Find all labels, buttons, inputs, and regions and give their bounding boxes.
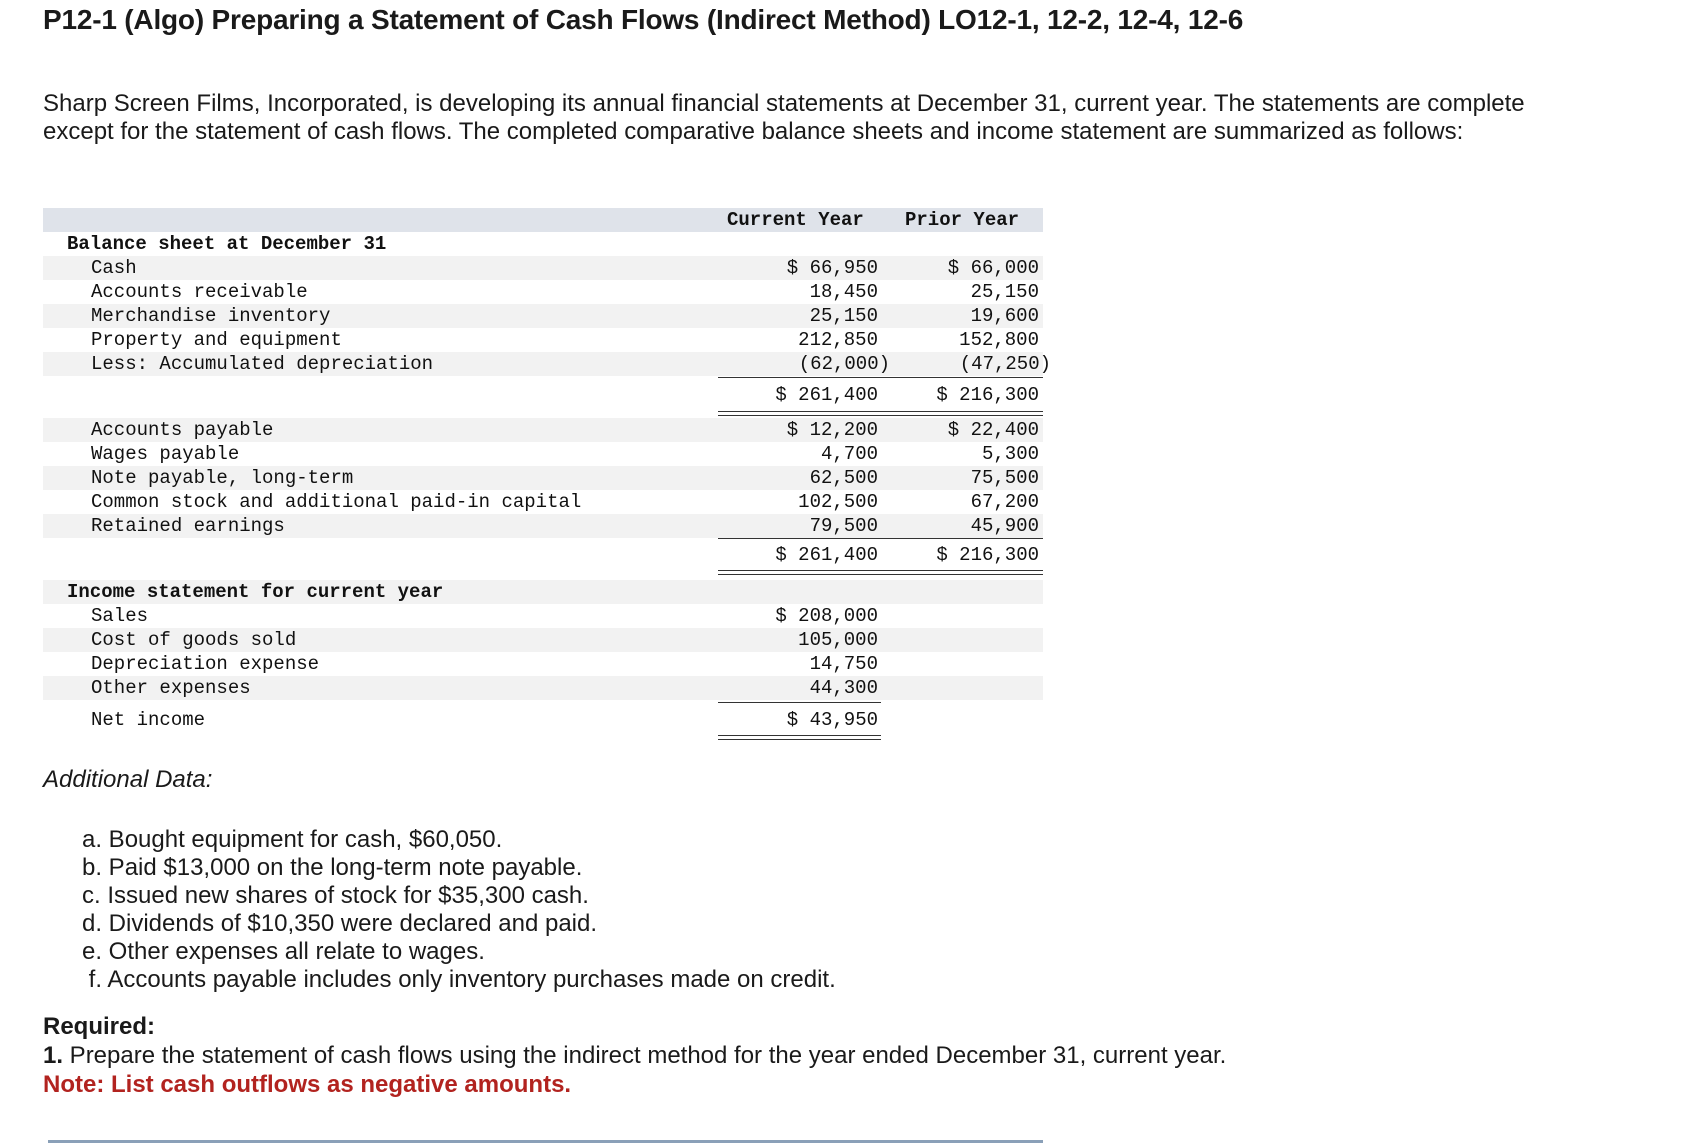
- current-value: 105,000: [798, 629, 878, 651]
- current-value: 18,450: [809, 281, 878, 303]
- page-title: P12-1 (Algo) Preparing a Statement of Cash Flows (Indirect Method) LO12-1, 12-2, 12-4, 12-6: [43, 4, 1244, 35]
- table-row: [43, 418, 1043, 442]
- required-heading: Required:: [43, 1013, 156, 1040]
- row-label: Accounts payable: [91, 419, 274, 441]
- list-item: e. Other expenses all relate to wages.: [82, 938, 485, 965]
- intro-paragraph: Sharp Screen Films, Incorporated, is developing its annual financial statements at December 31, current year. The statements are complete except for the statement of cash flows. The completed comparative balance sheets and income statement are summarized as follows:: [43, 90, 1525, 145]
- table-header: [43, 208, 1043, 232]
- subtotal-rule: [879, 377, 1043, 378]
- current-value: 44,300: [809, 677, 878, 699]
- current-value: 102,500: [798, 491, 878, 513]
- prior-value: 67,200: [970, 491, 1039, 513]
- current-value: 79,500: [809, 515, 878, 537]
- current-value: 25,150: [809, 305, 878, 327]
- prior-value: 45,900: [970, 515, 1039, 537]
- total-current: $ 261,400: [775, 544, 878, 566]
- row-label: Cost of goods sold: [91, 629, 297, 651]
- total-prior: $ 216,300: [936, 384, 1039, 406]
- row-label: Sales: [91, 605, 149, 627]
- prior-value: (47,250): [959, 353, 1051, 375]
- list-item: a. Bought equipment for cash, $60,050.: [82, 826, 503, 853]
- table-row: [43, 676, 1043, 700]
- prior-value: 25,150: [970, 281, 1039, 303]
- current-value: $ 12,200: [786, 419, 878, 441]
- current-value: 62,500: [809, 467, 878, 489]
- current-value: $ 208,000: [775, 605, 878, 627]
- current-value: $ 66,950: [786, 257, 878, 279]
- list-item: d. Dividends of $10,350 were declared and paid.: [82, 910, 598, 937]
- required-item-number: 1.: [43, 1042, 64, 1069]
- prior-value: 75,500: [970, 467, 1039, 489]
- additional-data-list: [82, 826, 836, 994]
- col-prior-year: Prior Year: [905, 209, 1020, 231]
- answer-panel-top-border: [48, 1140, 1043, 1143]
- total-assets-row: [43, 383, 1043, 407]
- income-heading: Income statement for current year: [67, 581, 444, 603]
- current-value: (62,000): [798, 353, 890, 375]
- current-value: 14,750: [809, 653, 878, 675]
- total-double-rule: [879, 570, 1043, 575]
- total-double-rule: [718, 570, 881, 575]
- row-label: Retained earnings: [91, 515, 285, 537]
- row-label: Wages payable: [91, 443, 240, 465]
- table-row: [43, 328, 1043, 352]
- additional-data-heading: Additional Data:: [43, 766, 213, 793]
- net-income-row: [43, 708, 1043, 732]
- table-row: [43, 280, 1043, 304]
- table-row: [43, 514, 1043, 538]
- total-prior: $ 216,300: [936, 544, 1039, 566]
- total-double-rule: [879, 411, 1043, 416]
- required-item-text: Prepare the statement of cash flows using the indirect method for the year ended December 31, current year.: [63, 1042, 1227, 1069]
- table-row: [43, 256, 1043, 280]
- required-section: [43, 1012, 1226, 1099]
- list-item: b. Paid $13,000 on the long-term note payable.: [82, 854, 583, 881]
- row-label: Depreciation expense: [91, 653, 320, 675]
- table-row: [43, 352, 1051, 376]
- row-label: Accounts receivable: [91, 281, 308, 303]
- table-row: [43, 490, 1043, 514]
- current-value: 4,700: [820, 443, 878, 465]
- net-income-value: $ 43,950: [786, 709, 878, 731]
- prior-value: $ 66,000: [947, 257, 1039, 279]
- list-item: f. Accounts payable includes only inventory purchases made on credit.: [82, 966, 836, 993]
- current-value: 212,850: [798, 329, 878, 351]
- table-row: [43, 442, 1043, 466]
- total-liabilities-row: [43, 543, 1043, 567]
- total-double-rule: [718, 411, 881, 416]
- required-item: [43, 1041, 1226, 1070]
- subtotal-rule: [718, 538, 881, 539]
- row-label: Other expenses: [91, 677, 251, 699]
- total-current: $ 261,400: [775, 384, 878, 406]
- prior-value: 152,800: [959, 329, 1039, 351]
- table-row: [43, 628, 1043, 652]
- row-label: Less: Accumulated depreciation: [91, 353, 434, 375]
- subtotal-rule: [718, 702, 881, 703]
- row-label: Net income: [91, 709, 206, 731]
- row-label: Note payable, long-term: [91, 467, 354, 489]
- table-row: [43, 304, 1043, 328]
- row-label: Cash: [91, 257, 137, 279]
- total-double-rule: [718, 735, 881, 740]
- subtotal-rule: [718, 377, 881, 378]
- list-item: c. Issued new shares of stock for $35,300 cash.: [82, 882, 589, 909]
- table-row: [43, 652, 1043, 676]
- prior-value: 19,600: [970, 305, 1039, 327]
- row-label: Common stock and additional paid-in capital: [91, 491, 582, 513]
- table-row: [43, 604, 1043, 628]
- col-current-year: Current Year: [727, 209, 864, 231]
- table-row: [43, 466, 1043, 490]
- required-note: Note: List cash outflows as negative amounts.: [43, 1071, 572, 1098]
- prior-value: 5,300: [981, 443, 1039, 465]
- subtotal-rule: [879, 538, 1043, 539]
- balance-heading: Balance sheet at December 31: [67, 233, 387, 255]
- prior-value: $ 22,400: [947, 419, 1039, 441]
- row-label: Merchandise inventory: [91, 305, 331, 327]
- row-label: Property and equipment: [91, 329, 342, 351]
